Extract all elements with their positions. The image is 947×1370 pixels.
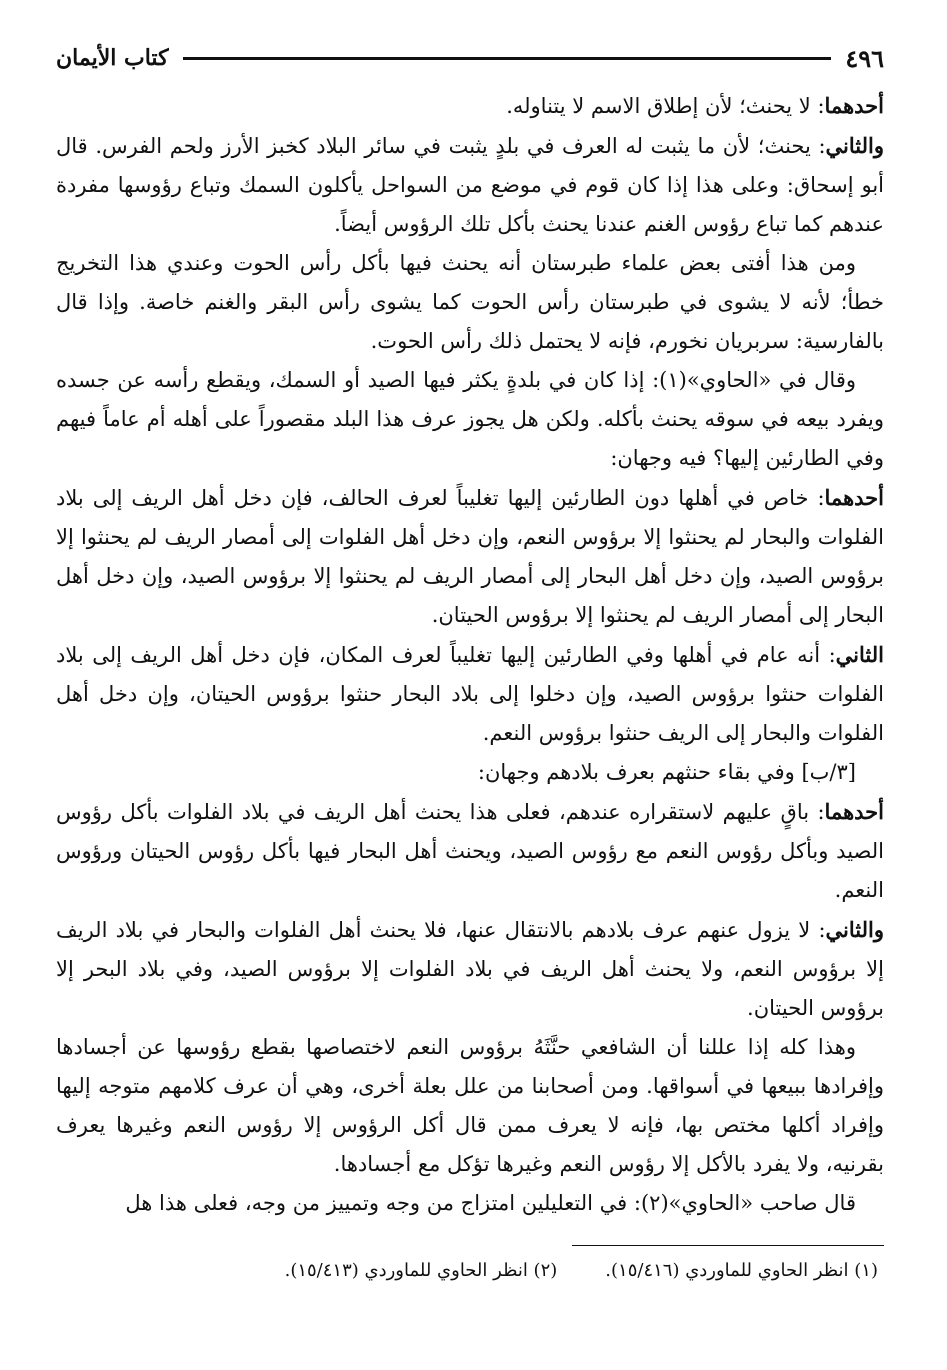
paragraph-text: : باقٍ عليهم لاستقراره عندهم، فعلى هذا يحنث أهل الريف في بلاد الفلوات بأكل رؤوس الصيد وبأكل رؤوس النعم مع رؤوس الصيد، ويحنث أهل البحار فيها بأكل رؤوس الحيتان ورؤوس النعم. (56, 800, 884, 902)
paragraph-text: : لا يزول عنهم عرف بلادهم بالانتقال عنها، فلا يحنث أهل الفلوات والبحار في بلاد الريف إلا برؤوس النعم، ولا يحنث أهل الريف في بلاد الفلوات إلا برؤوس الصيد، وفي بلاد البحر إلا برؤوس الحيتان. (56, 918, 884, 1020)
page-header (56, 38, 884, 78)
paragraph-lead: أحدهما (824, 485, 884, 510)
paragraph-text: [٣/ب] وفي بقاء حنثهم بعرف بلادهم وجهان: (477, 760, 856, 784)
paragraph-text: : يحنث؛ لأن ما يثبت له العرف في بلدٍ يثبت في سائر البلاد كخبز الأرز ولحم الفرس. قال أبو إسحاق: وعلى هذا إذا كان قوم في موضع من السواحل يأكلون السمك وتباع رؤوسها مفردة عندهم كما تباع رؤوس الغنم عندنا يحنث بأكل تلك الرؤوس أيضاً. (56, 134, 884, 236)
paragraph-lead: والثاني (825, 917, 884, 942)
footnote: (١) انظر الحاوي للماوردي (١٥/٤١٦). (605, 1260, 878, 1281)
page-number: ٤٩٦ (845, 43, 884, 73)
paragraph-text: قال صاحب «الحاوي»(٢): في التعليلين امتزاج من وجه وتمييز من وجه، فعلى هذا هل (125, 1191, 856, 1215)
footnotes (56, 1260, 884, 1281)
footnote: (٢) انظر الحاوي للماوردي (١٥/٤١٣). (284, 1260, 558, 1281)
paragraph-text: : لا يحنث؛ لأن إطلاق الاسم لا يتناوله. (506, 94, 825, 118)
body-text (56, 86, 884, 1223)
paragraph-text: وهذا كله إذا عللنا أن الشافعي حنَّثَهُ برؤوس النعم لاختصاصها بقطع رؤوسها عن أجسادها وإفرادها ببيعها في أسواقها. ومن أصحابنا من علل بعلة أخرى، وهي أن عرف كلامهم متوجه إليها وإفراد أكلها مختص بها، فإنه لا يعرف ممن قال أكل الرؤوس إلا رؤوس النعم وغيرها يعرف بقرنيه، ولا يفرد بالأكل إلا رؤوس النعم وغيرها تؤكل مع أجسادها. (56, 1035, 884, 1176)
paragraph (56, 478, 884, 635)
paragraph (56, 753, 884, 792)
paragraph (56, 1184, 884, 1223)
paragraph (56, 792, 884, 910)
book-title: كتاب الأيمان (56, 45, 169, 71)
paragraph-lead: أحدهما (824, 799, 884, 824)
paragraph (56, 244, 884, 361)
paragraph (56, 1028, 884, 1184)
document-page (56, 38, 884, 1348)
paragraph (56, 635, 884, 753)
paragraph (56, 910, 884, 1028)
paragraph-lead: الثاني (835, 642, 884, 667)
header-rule (183, 57, 832, 60)
paragraph-text: : أنه عام في أهلها وفي الطارئين إليها تغليباً لعرف المكان، فإن دخل أهل الريف إلى بلاد الفلوات حنثوا برؤوس الصيد، وإن دخلوا إلى بلاد البحار حنثوا برؤوس الحيتان، وإن دخل أهل الفلوات والبحار إلى الريف حنثوا برؤوس النعم. (56, 643, 884, 745)
paragraph-lead: والثاني (825, 133, 884, 158)
paragraph-text: ومن هذا أفتى بعض علماء طبرستان أنه يحنث فيها بأكل رأس الحوت وعندي هذا التخريج خطأ؛ لأنه لا يشوى في طبرستان رأس الحوت كما يشوى رأس البقر والغنم خاصة. وإذا قال بالفارسية: سربريان نخورم، فإنه لا يحتمل ذلك رأس الحوت. (56, 251, 884, 353)
paragraph (56, 361, 884, 478)
paragraph (56, 86, 884, 126)
footnote-rule (572, 1245, 884, 1246)
paragraph (56, 126, 884, 244)
paragraph-text: وقال في «الحاوي»(١): إذا كان في بلدةٍ يكثر فيها الصيد أو السمك، ويقطع رأسه عن جسده ويفرد بيعه في سوقه يحنث بأكله. ولكن هل يجوز عرف هذا البلد مقصوراً على أهله أم عاماً فيهم وفي الطارئين إليها؟ فيه وجهان: (56, 368, 884, 470)
paragraph-text: : خاص في أهلها دون الطارئين إليها تغليباً لعرف الحالف، فإن دخل أهل الريف إلى بلاد الفلوات والبحار لم يحنثوا إلا برؤوس النعم، وإن دخل أهل الفلوات إلى أمصار الريف لم يحنثوا إلا برؤوس الصيد، وإن دخل أهل البحار إلى أمصار الريف لم يحنثوا إلا برؤوس الصيد، وإن دخل أهل البحار إلى أمصار الريف لم يحنثوا إلا برؤوس الحيتان. (56, 486, 884, 627)
paragraph-lead: أحدهما (824, 93, 884, 118)
